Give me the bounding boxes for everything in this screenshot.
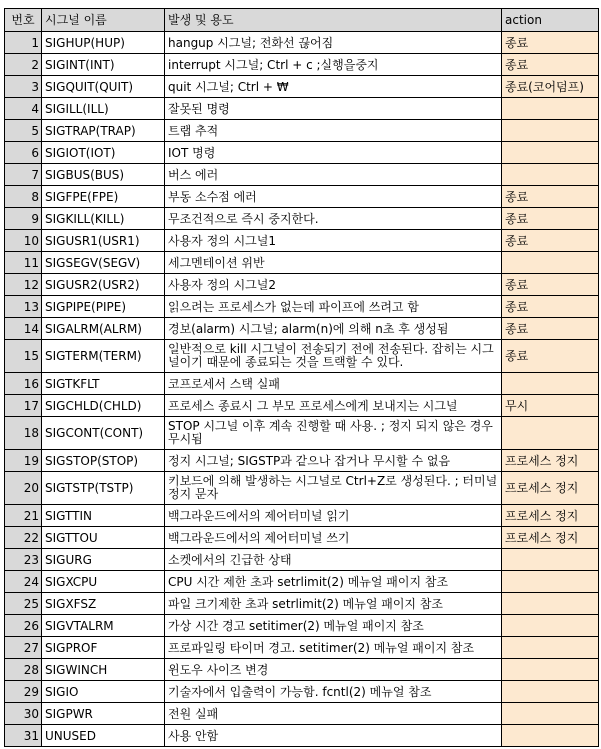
- table-row: [5, 32, 599, 54]
- table-row: [5, 252, 599, 274]
- cell-number: 7: [5, 164, 42, 186]
- table-row: [5, 230, 599, 252]
- cell-signal-name: SIGPWR: [42, 703, 165, 725]
- cell-description: 무조건적으로 즉시 중지한다.: [165, 208, 502, 230]
- cell-number: 28: [5, 659, 42, 681]
- cell-number: 16: [5, 373, 42, 395]
- cell-description: 사용자 정의 시그널2: [165, 274, 502, 296]
- cell-number: 5: [5, 120, 42, 142]
- cell-action: 종료: [502, 54, 599, 76]
- cell-description: 백그라운드에서의 제어터미널 쓰기: [165, 527, 502, 549]
- cell-description: 소켓에서의 긴급한 상태: [165, 549, 502, 571]
- cell-number: 24: [5, 571, 42, 593]
- table-row: [5, 142, 599, 164]
- cell-number: 20: [5, 472, 42, 505]
- cell-description: 키보드에 의해 발생하는 시그널로 Ctrl+Z로 생성된다. ; 터미널 정지 문자: [165, 472, 502, 505]
- cell-action: [502, 120, 599, 142]
- cell-action: 종료: [502, 186, 599, 208]
- cell-action: 프로세스 정지: [502, 450, 599, 472]
- cell-number: 4: [5, 98, 42, 120]
- cell-action: [502, 703, 599, 725]
- cell-number: 26: [5, 615, 42, 637]
- cell-description: 전원 실패: [165, 703, 502, 725]
- cell-signal-name: SIGQUIT(QUIT): [42, 76, 165, 98]
- cell-signal-name: SIGXCPU: [42, 571, 165, 593]
- table-row: [5, 120, 599, 142]
- cell-number: 29: [5, 681, 42, 703]
- cell-action: [502, 98, 599, 120]
- cell-description: 잘못된 명령: [165, 98, 502, 120]
- table-row: [5, 318, 599, 340]
- cell-description: hangup 시그널; 전화선 끊어짐: [165, 32, 502, 54]
- cell-number: 19: [5, 450, 42, 472]
- cell-signal-name: SIGCHLD(CHLD): [42, 395, 165, 417]
- cell-signal-name: SIGUSR1(USR1): [42, 230, 165, 252]
- cell-action: [502, 725, 599, 747]
- cell-action: [502, 252, 599, 274]
- cell-signal-name: SIGTSTP(TSTP): [42, 472, 165, 505]
- table-row: [5, 505, 599, 527]
- cell-signal-name: SIGPIPE(PIPE): [42, 296, 165, 318]
- cell-description: 백그라운드에서의 제어터미널 읽기: [165, 505, 502, 527]
- cell-description: 버스 에러: [165, 164, 502, 186]
- cell-number: 17: [5, 395, 42, 417]
- cell-number: 10: [5, 230, 42, 252]
- table-row: [5, 186, 599, 208]
- cell-number: 25: [5, 593, 42, 615]
- table-row: [5, 296, 599, 318]
- cell-signal-name: SIGINT(INT): [42, 54, 165, 76]
- cell-action: 프로세스 정지: [502, 472, 599, 505]
- cell-signal-name: SIGTRAP(TRAP): [42, 120, 165, 142]
- cell-number: 6: [5, 142, 42, 164]
- cell-number: 9: [5, 208, 42, 230]
- table-header-row: [5, 9, 599, 32]
- cell-action: 프로세스 정지: [502, 527, 599, 549]
- cell-number: 31: [5, 725, 42, 747]
- cell-number: 23: [5, 549, 42, 571]
- cell-description: 윈도우 사이즈 변경: [165, 659, 502, 681]
- cell-action: [502, 593, 599, 615]
- cell-description: quit 시그널; Ctrl + ₩: [165, 76, 502, 98]
- cell-action: [502, 373, 599, 395]
- table-row: [5, 54, 599, 76]
- table-row: [5, 659, 599, 681]
- cell-signal-name: SIGSTOP(STOP): [42, 450, 165, 472]
- cell-signal-name: SIGIOT(IOT): [42, 142, 165, 164]
- cell-signal-name: SIGWINCH: [42, 659, 165, 681]
- cell-action: 프로세스 정지: [502, 505, 599, 527]
- cell-signal-name: UNUSED: [42, 725, 165, 747]
- cell-signal-name: SIGALRM(ALRM): [42, 318, 165, 340]
- table-row: [5, 98, 599, 120]
- cell-description: 정지 시그널; SIGSTP과 같으나 잡거나 무시할 수 없음: [165, 450, 502, 472]
- table-row: [5, 637, 599, 659]
- cell-action: 종료: [502, 32, 599, 54]
- table-row: [5, 450, 599, 472]
- table-row: [5, 373, 599, 395]
- table-row: [5, 395, 599, 417]
- cell-description: STOP 시그널 이후 계속 진행할 때 사용. ; 정지 되지 않은 경우 무시됨: [165, 417, 502, 450]
- cell-action: [502, 571, 599, 593]
- cell-description: 트랩 추적: [165, 120, 502, 142]
- table-row: [5, 417, 599, 450]
- table-row: [5, 472, 599, 505]
- cell-description: 코프로세서 스택 실패: [165, 373, 502, 395]
- cell-action: [502, 549, 599, 571]
- cell-description: CPU 시간 제한 초과 setrlimit(2) 메뉴얼 패이지 참조: [165, 571, 502, 593]
- cell-number: 2: [5, 54, 42, 76]
- cell-action: [502, 417, 599, 450]
- cell-number: 8: [5, 186, 42, 208]
- table-row: [5, 725, 599, 747]
- cell-description: 세그멘테이션 위반: [165, 252, 502, 274]
- table-row: [5, 703, 599, 725]
- header-num: 번호: [5, 9, 42, 32]
- cell-number: 11: [5, 252, 42, 274]
- cell-action: 종료(코어덤프): [502, 76, 599, 98]
- table-row: [5, 527, 599, 549]
- header-action: action: [502, 9, 599, 32]
- cell-signal-name: SIGILL(ILL): [42, 98, 165, 120]
- cell-signal-name: SIGBUS(BUS): [42, 164, 165, 186]
- cell-number: 1: [5, 32, 42, 54]
- table-row: [5, 571, 599, 593]
- cell-action: 무시: [502, 395, 599, 417]
- table-row: [5, 76, 599, 98]
- cell-description: 부동 소수점 에러: [165, 186, 502, 208]
- cell-description: 프로세스 종료시 그 부모 프로세스에게 보내지는 시그널: [165, 395, 502, 417]
- cell-signal-name: SIGHUP(HUP): [42, 32, 165, 54]
- cell-action: [502, 637, 599, 659]
- cell-signal-name: SIGSEGV(SEGV): [42, 252, 165, 274]
- cell-number: 27: [5, 637, 42, 659]
- cell-description: 기술자에서 입출력이 가능함. fcntl(2) 메뉴얼 참조: [165, 681, 502, 703]
- cell-description: 파일 크기제한 초과 setrlimit(2) 메뉴얼 패이지 참조: [165, 593, 502, 615]
- table-row: [5, 274, 599, 296]
- table-row: [5, 340, 599, 373]
- cell-signal-name: SIGTERM(TERM): [42, 340, 165, 373]
- cell-description: 경보(alarm) 시그널; alarm(n)에 의해 n초 후 생성됨: [165, 318, 502, 340]
- cell-signal-name: SIGUSR2(USR2): [42, 274, 165, 296]
- cell-description: 사용자 정의 시그널1: [165, 230, 502, 252]
- table-row: [5, 681, 599, 703]
- cell-signal-name: SIGTTIN: [42, 505, 165, 527]
- cell-description: IOT 명령: [165, 142, 502, 164]
- cell-number: 22: [5, 527, 42, 549]
- cell-action: 종료: [502, 318, 599, 340]
- cell-description: 가상 시간 경고 setitimer(2) 메뉴얼 패이지 참조: [165, 615, 502, 637]
- signal-table-container: [4, 8, 599, 747]
- cell-signal-name: SIGTTOU: [42, 527, 165, 549]
- table-row: [5, 549, 599, 571]
- cell-number: 3: [5, 76, 42, 98]
- signal-table: [4, 8, 599, 747]
- cell-signal-name: SIGTKFLT: [42, 373, 165, 395]
- cell-action: 종료: [502, 230, 599, 252]
- cell-signal-name: SIGPROF: [42, 637, 165, 659]
- table-row: [5, 593, 599, 615]
- cell-action: [502, 659, 599, 681]
- table-row: [5, 164, 599, 186]
- cell-action: [502, 142, 599, 164]
- cell-action: [502, 615, 599, 637]
- cell-action: 종료: [502, 296, 599, 318]
- cell-action: 종료: [502, 208, 599, 230]
- cell-number: 13: [5, 296, 42, 318]
- cell-action: [502, 164, 599, 186]
- cell-description: 사용 안함: [165, 725, 502, 747]
- cell-signal-name: SIGIO: [42, 681, 165, 703]
- cell-action: 종료: [502, 340, 599, 373]
- cell-action: 종료: [502, 274, 599, 296]
- cell-description: 프로파일링 타이머 경고. setitimer(2) 메뉴얼 패이지 참조: [165, 637, 502, 659]
- cell-number: 30: [5, 703, 42, 725]
- cell-description: 읽으려는 프로세스가 없는데 파이프에 쓰려고 함: [165, 296, 502, 318]
- table-row: [5, 615, 599, 637]
- cell-number: 15: [5, 340, 42, 373]
- cell-signal-name: SIGFPE(FPE): [42, 186, 165, 208]
- cell-signal-name: SIGXFSZ: [42, 593, 165, 615]
- cell-number: 18: [5, 417, 42, 450]
- cell-signal-name: SIGKILL(KILL): [42, 208, 165, 230]
- header-name: 시그널 이름: [42, 9, 165, 32]
- cell-signal-name: SIGURG: [42, 549, 165, 571]
- cell-description: 일반적으로 kill 시그널이 전송되기 전에 전송된다. 잡히는 시그널이기 때문에 종료되는 것을 트랙할 수 있다.: [165, 340, 502, 373]
- cell-signal-name: SIGCONT(CONT): [42, 417, 165, 450]
- cell-number: 14: [5, 318, 42, 340]
- cell-number: 12: [5, 274, 42, 296]
- cell-number: 21: [5, 505, 42, 527]
- cell-description: interrupt 시그널; Ctrl + c ;실행을중지: [165, 54, 502, 76]
- cell-action: [502, 681, 599, 703]
- table-row: [5, 208, 599, 230]
- cell-signal-name: SIGVTALRM: [42, 615, 165, 637]
- header-desc: 발생 및 용도: [165, 9, 502, 32]
